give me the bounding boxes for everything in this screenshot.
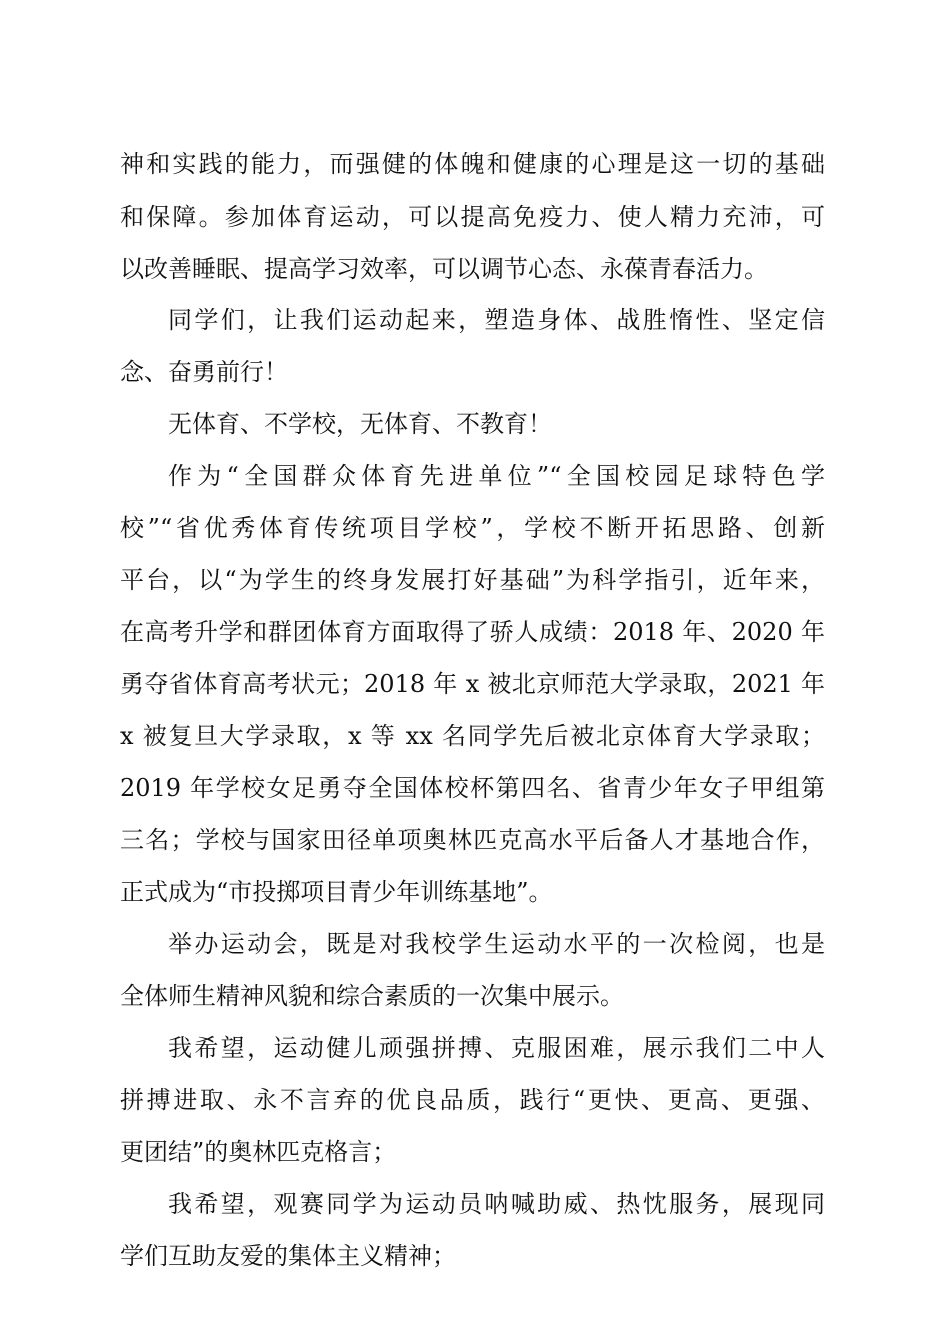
text-line: 学们互助友爱的集体主义精神；: [120, 1242, 456, 1270]
text-line: 同学们，让我们运动起来，塑造身体、战胜惰性、坚定信: [168, 306, 825, 334]
text-line: 作为“全国群众体育先进单位”“全国校园足球特色学: [168, 462, 825, 490]
text-line: 全体师生精神风貌和综合素质的一次集中展示。: [120, 982, 624, 1010]
text-line: 举办运动会，既是对我校学生运动水平的一次检阅，也是: [168, 930, 825, 958]
text-line: 念、奋勇前行！: [120, 358, 288, 386]
text-line: 三名；学校与国家田径单项奥林匹克高水平后备人才基地合作，: [120, 826, 825, 854]
text-line: 2019 年学校女足勇夺全国体校杯第四名、省青少年女子甲组第: [120, 774, 825, 802]
text-line: 无体育、不学校，无体育、不教育！: [168, 410, 552, 438]
text-line: 神和实践的能力，而强健的体魄和健康的心理是这一切的基础: [120, 150, 825, 178]
text-line: 勇夺省体育高考状元；2018 年 x 被北京师范大学录取，2021 年: [120, 670, 825, 698]
text-line: 校”“省优秀体育传统项目学校”，学校不断开拓思路、创新: [120, 514, 825, 542]
text-line: 和保障。参加体育运动，可以提高免疫力、使人精力充沛，可: [120, 203, 825, 231]
text-line: 我希望，运动健儿顽强拼搏、克服困难，展示我们二中人: [168, 1034, 825, 1062]
text-line: 正式成为“市投掷项目青少年训练基地”。: [120, 878, 553, 906]
text-line: x 被复旦大学录取，x 等 xx 名同学先后被北京体育大学录取；: [120, 722, 825, 750]
text-line: 平台，以“为学生的终身发展打好基础”为科学指引，近年来，: [120, 566, 825, 594]
text-line: 拼搏进取、永不言弃的优良品质，践行“更快、更高、更强、: [120, 1086, 825, 1114]
text-line: 更团结”的奥林匹克格言；: [120, 1138, 397, 1166]
text-line: 以改善睡眠、提高学习效率，可以调节心态、永葆青春活力。: [120, 255, 768, 283]
text-line: 我希望，观赛同学为运动员呐喊助威、热忱服务，展现同: [168, 1190, 825, 1218]
text-line: 在高考升学和群团体育方面取得了骄人成绩：2018 年、2020 年: [120, 618, 825, 646]
